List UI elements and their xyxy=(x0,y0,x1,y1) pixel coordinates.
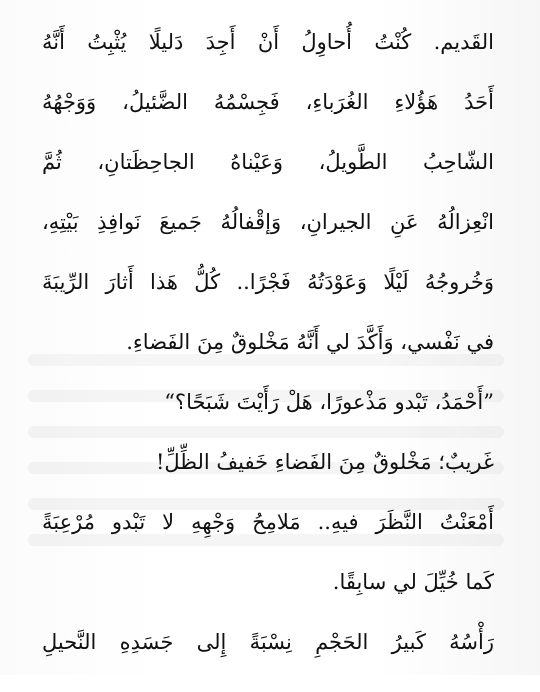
text-line: غَريبٌ؛ مَخْلوقٌ مِنَ الفَضاءِ خَفيفُ الظِّلِّ! xyxy=(155,450,494,474)
text-line: القَديم. كُنْتُ أُحاوِلُ أَنْ أَجِدَ دَليلًا يُثْبِتُ أَنَّهُ xyxy=(42,30,494,54)
text-line: أَمْعَنْتُ النَّظَرَ فيهِ.. مَلامِحُ وَجْهِهِ لا تَبْدو مُرْعِبَةً xyxy=(42,510,494,534)
text-line: في نَفْسي، وَأَكَّدَ لي أَنَّهُ مَخْلوقٌ مِنَ الفَضاءِ. xyxy=(126,330,494,354)
text-line: كَما خُيِّلَ لي سابِقًا. xyxy=(332,570,494,594)
text-line: ”أَحْمَدُ، تَبْدو مَذْعورًا، هَلْ رَأَيْتَ شَبَحًا؟“ xyxy=(164,390,494,414)
text-line: انْعِزالُهُ عَنِ الجيرانِ، وَإقْفالُهُ جَميعَ نَوافِذِ بَيْتِهِ، xyxy=(42,210,494,234)
text-line: الشّاحِبُ الطَّويلُ، وَعَيْناهُ الجاحِظَتانِ، ثُمَّ xyxy=(42,150,494,174)
story-text xyxy=(42,32,494,692)
text-line: رَأْسُهُ كَبيرُ الحَجْمِ نِسْبَةً إِلى جَسَدِهِ النَّحيلِ xyxy=(42,630,494,654)
text-line: أَحَدُ هَؤُلاءِ الغُرَباءِ، فَجِسْمُهُ الضَّئيلُ، وَوَجْهُهُ xyxy=(42,90,494,114)
text-line: وَخُروجُهُ لَيْلًا وَعَوْدَتُهُ فَجْرًا.. كُلُّ هَذا أَثارَ الرِّيبَةَ xyxy=(42,270,494,294)
